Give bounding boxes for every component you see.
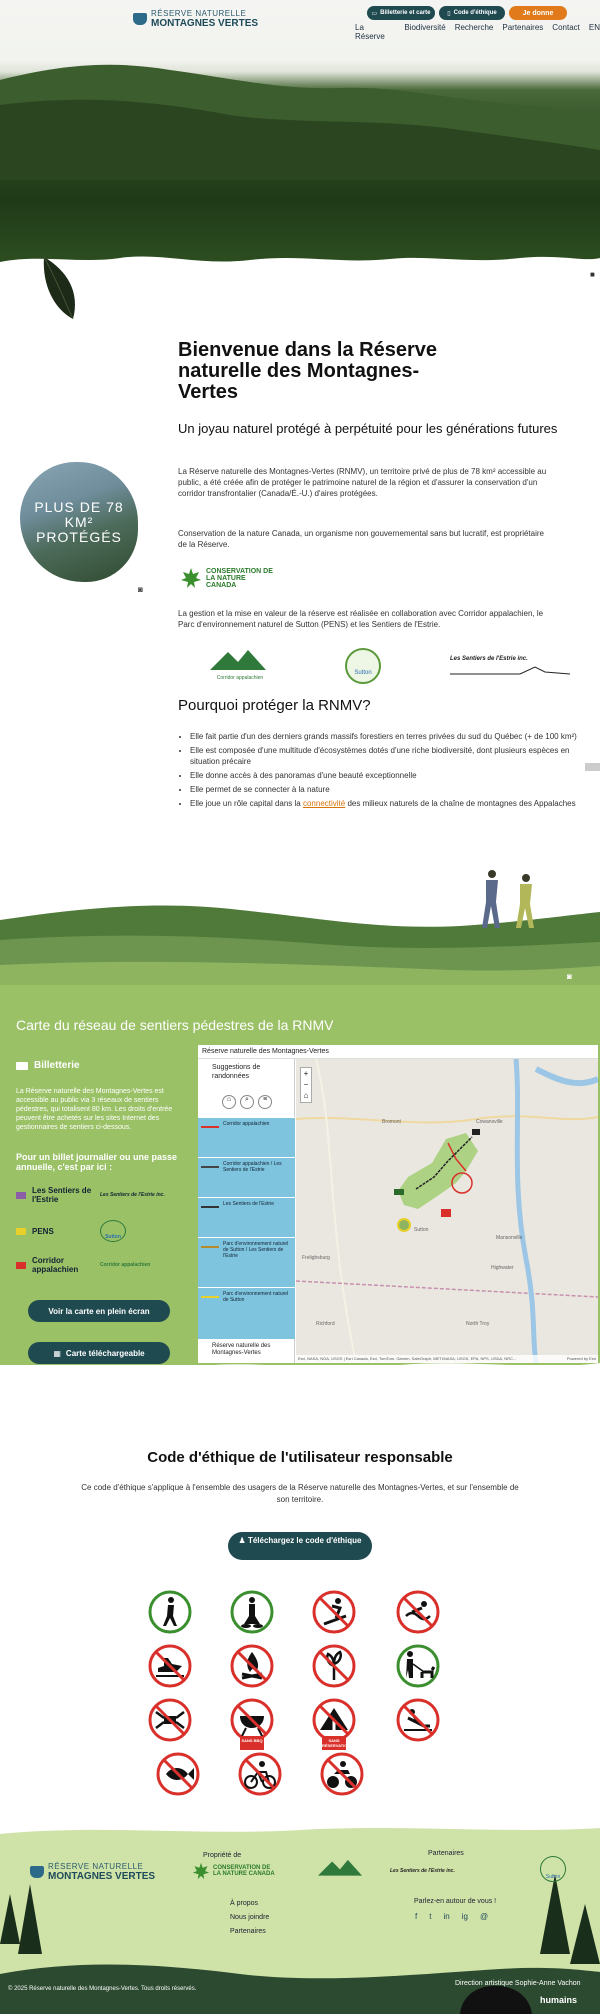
nav-recherche[interactable]: Recherche (454, 23, 494, 32)
billetterie-paragraph: La Réserve naturelle des Montagnes-Vertes est accessible au public via 3 réseaux de sentiers pédestres, qui totalisent 80 km. Les droits d'entrée peuvent être achetés sur les sites Internet des gestionnaires de sentiers ci-dessous. (16, 1088, 173, 1131)
why-list (190, 731, 590, 812)
maple-leaf-icon (192, 1862, 210, 1880)
footer-link-partners[interactable]: Partenaires (230, 1928, 266, 1935)
management-paragraph: La gestion et la mise en valeur de la réserve est réalisée en collaboration avec Corridor appalachien, le Parc d'environnement naturel de Sutton (PENS) et les Sentiers de l'Estrie. (178, 609, 544, 629)
corridor-appalachien-logo[interactable]: Corridor appalachien (210, 648, 270, 682)
nav-lang[interactable]: EN (588, 23, 600, 32)
no-skiing-icon (310, 1588, 358, 1636)
cycling-icon (236, 1750, 284, 1798)
list-item: • Elle joue un rôle capital dans la connectivité des milieux naturels de la chaîne de montagnes des Appalaches (190, 798, 590, 809)
document-icon: ▯ (447, 10, 451, 17)
search-icon[interactable]: ⌕ (240, 1095, 254, 1109)
camera-icon[interactable]: ◙ (567, 972, 572, 981)
no-fishing-hunting-icon (154, 1750, 202, 1798)
main-nav (355, 23, 600, 41)
place-label: Frelighsburg (302, 1255, 330, 1261)
corridor-appalachien-logo: Corridor appalachien (100, 1262, 151, 1268)
place-label: Sutton (414, 1227, 429, 1233)
donate-button[interactable]: Je donne (509, 6, 567, 20)
footer-cnc-logo[interactable]: CONSERVATION DE LA NATURE CANADA (192, 1862, 277, 1880)
footer-link-contact[interactable]: Nous joindre (230, 1914, 270, 1921)
place-label: Richford (316, 1321, 335, 1327)
trails-title: Carte du réseau de sentiers pédestres de la RNMV (16, 1017, 334, 1033)
map-layer-item[interactable]: Corridor appalachien (198, 1117, 295, 1157)
facebook-icon[interactable]: f (415, 1912, 418, 1921)
mountain-logo-icon (30, 1866, 44, 1878)
footer-logo[interactable]: RÉSERVE NATURELLE MONTAGNES VERTES (30, 1862, 155, 1882)
place-label: Mansonville (496, 1235, 523, 1241)
nav-partenaires[interactable]: Partenaires (502, 23, 544, 32)
video-camera-icon[interactable]: ■ (590, 270, 595, 279)
connectivite-link[interactable]: connectivité (302, 799, 346, 808)
no-atv-icon (318, 1750, 366, 1798)
linkedin-icon[interactable]: in (443, 1912, 450, 1921)
no-bbq-label: SANS BBQ (240, 1736, 264, 1750)
map-layer-panel (198, 1059, 295, 1363)
owner-label: Propriété de (203, 1852, 242, 1859)
nav-biodiversite[interactable]: Biodiversité (404, 23, 446, 32)
twitter-icon[interactable]: t (429, 1912, 432, 1921)
map-title: Réserve naturelle des Montagnes-Vertes (198, 1045, 598, 1059)
mountain-logo-icon (133, 13, 147, 25)
side-tab[interactable] (585, 763, 600, 771)
code-title: Code d'éthique de l'utilisateur responsable (147, 1449, 453, 1466)
billetterie-button[interactable]: ▭ Billetterie et carte (367, 6, 435, 20)
no-snowmobile-icon (146, 1642, 194, 1690)
copyright: © 2025 Réserve naturelle des Montagnes-Vertes. Tous droits réservés. (8, 1986, 197, 1992)
footer-corridor-logo[interactable] (318, 1858, 362, 1876)
protected-area-badge: PLUS DE 78 KM² PROTÉGÉS (20, 462, 138, 582)
leaf-icon (40, 255, 80, 323)
torn-paper-edge (0, 252, 600, 332)
page-title: Bienvenue dans la Réserve naturelle des Montagnes-Vertes (178, 339, 438, 403)
legend-swatch (16, 1192, 26, 1199)
legend-swatch (16, 1262, 26, 1269)
legend-pens[interactable]: PENS Sutton (16, 1220, 186, 1242)
map-canvas[interactable] (296, 1059, 598, 1363)
list-item: • Elle fait partie d'un des derniers grands massifs forestiers en terres privées du sud du Québec (+ de 100 km²) (190, 731, 590, 742)
site-logo[interactable] (133, 8, 263, 30)
mountain-ridge (0, 60, 600, 180)
ticket-icon (16, 1062, 28, 1070)
billetterie-heading: Billetterie (16, 1060, 80, 1071)
home-icon[interactable]: ⌂ (222, 1095, 236, 1109)
logo-line1: RÉSERVE NATURELLE (151, 8, 247, 18)
place-label: Bromont (382, 1119, 401, 1125)
map-icon: ▦ (53, 1348, 61, 1358)
download-code-button[interactable]: ♟ Téléchargez le code d'éthique (228, 1532, 372, 1560)
place-label: North Troy (466, 1321, 490, 1327)
map-side-header: Suggestions de randonnées (212, 1064, 261, 1080)
list-item: • Elle est composée d'une multitude d'écosystèmes dotés d'une riche biodiversité, dont plusieurs espèces en situation précaire (190, 745, 590, 767)
page-subtitle: Un joyau naturel protégé à perpétuité pour les générations futures (178, 421, 558, 436)
sutton-logo[interactable]: Sutton (345, 648, 381, 684)
maple-leaf-icon (180, 567, 202, 589)
no-fire-icon (228, 1642, 276, 1690)
list-item: • Elle permet de se connecter à la nature (190, 784, 590, 795)
code-paragraph: Ce code d'éthique s'applique à l'ensemble des usagers de la Réserve naturelle des Montagnes-Vertes, et sur l'ensemble de son territoire. (81, 1483, 519, 1504)
instagram-icon[interactable]: ig (461, 1912, 468, 1921)
no-picking-plants-icon (310, 1642, 358, 1690)
torn-paper-edge (0, 1355, 600, 1400)
intro-paragraph: La Réserve naturelle des Montagnes-Vertes (RNMV), un territoire privé de plus de 78 km² accessible au public, a été créée afin de protéger le patrimoine naturel de la région et d'assurer la conservation d'un corridor transfrontalier (Canada/É.-U.) d'aires protégées. (178, 467, 547, 498)
why-title: Pourquoi protéger la RNMV? (178, 697, 371, 714)
layers-icon[interactable]: ≡ (258, 1095, 272, 1109)
partners-label: Partenaires (428, 1850, 464, 1857)
no-reservation-label: SANS RÉSERVATION (322, 1738, 351, 1748)
no-sliding-icon (394, 1696, 442, 1744)
code-ethique-button[interactable]: ▯ Code d'éthique (439, 6, 505, 20)
dogs-on-leash-icon (394, 1642, 442, 1690)
map-layer-item[interactable]: Corridor appalachien / Les Sentiers de l'Estrie (198, 1157, 295, 1197)
no-swimming-icon (394, 1588, 442, 1636)
map-footer-layer: Réserve naturelle des Montagnes-Vertes (212, 1343, 271, 1356)
zoom-in-icon[interactable]: + (303, 1069, 309, 1078)
art-direction-credit[interactable]: Direction artistique Sophie-Anne Vachon (455, 1980, 581, 1987)
fullscreen-map-button[interactable]: Voir la carte en plein écran (28, 1300, 170, 1322)
map-layer-item[interactable]: Parc d'environnement naturel de Sutton (198, 1287, 295, 1339)
hiking-allowed-icon (146, 1588, 194, 1636)
owner-paragraph: Conservation de la nature Canada, un organisme non gouvernemental sans but lucratif, est propriétaire de la Réserve. (178, 529, 544, 549)
footer-sentiers-logo[interactable]: Les Sentiers de l'Estrie inc. (390, 1868, 455, 1874)
ticket-icon: ▭ (371, 10, 378, 17)
download-map-button[interactable]: ▦ Carte téléchargeable (28, 1342, 170, 1364)
legend-swatch (16, 1228, 26, 1235)
home-icon[interactable]: ⌂ (303, 1091, 309, 1100)
map-attribution: Esri, NASA, NGA, USGS | Esri Canada, Esri, TomTom, Garmin, SafeGraph, METI/NASA, USGS, EPA, NPS, USDA, NRC... Powered by Esri (298, 1356, 596, 1361)
sutton-logo: Sutton (100, 1220, 126, 1242)
nav-contact[interactable]: Contact (552, 23, 580, 32)
footer-sutton-logo[interactable]: Sutton (540, 1856, 566, 1882)
social-question: Parlez-en autour de vous ! (414, 1898, 497, 1905)
no-camping-icon (310, 1696, 358, 1748)
legend-corridor[interactable]: Corridor appalachien Corridor appalachien (16, 1256, 186, 1274)
zoom-out-icon[interactable]: − (303, 1080, 309, 1089)
legend-sentiers-estrie[interactable]: Les Sentiers de l'Estrie Les Sentiers de l'Estrie inc. (16, 1186, 186, 1204)
footer-link-about[interactable]: À propos (230, 1900, 259, 1907)
map-layer-item[interactable]: Les Sentiers de l'Estrie (198, 1197, 295, 1237)
list-item: • Elle donne accès à des panoramas d'une beauté exceptionnelle (190, 770, 590, 781)
hiker-icon: ♟ (238, 1536, 246, 1545)
snowshoe-allowed-icon (228, 1588, 276, 1636)
place-label: Cowansville (476, 1119, 503, 1125)
no-bbq-icon (228, 1696, 276, 1744)
zoom-controls[interactable] (300, 1067, 312, 1103)
camera-icon[interactable]: ◙ (138, 585, 143, 594)
map-layer-item[interactable]: Parc d'environnement naturel de Sutton / Les Sentiers de l'Estrie (198, 1237, 295, 1287)
logo-line2: MONTAGNES VERTES (151, 17, 259, 29)
email-icon[interactable]: @ (479, 1912, 489, 1921)
trail-map[interactable] (198, 1045, 598, 1363)
hikers-illustration (470, 868, 550, 930)
sentiers-estrie-logo[interactable]: Les Sentiers de l'Estrie inc. (450, 656, 570, 678)
cnc-logo[interactable]: CONSERVATION DE LA NATURE CANADA (180, 567, 276, 589)
ticket-question: Pour un billet journalier ou une passe annuelle, c'est par ici : (16, 1152, 178, 1172)
nav-reserve[interactable]: La Réserve (355, 23, 385, 41)
place-label: Highwater (491, 1265, 514, 1271)
sentiers-estrie-logo: Les Sentiers de l'Estrie inc. (100, 1192, 165, 1198)
humains-logo[interactable]: humains (540, 1995, 578, 2005)
social-links (415, 1912, 488, 1921)
no-drone-icon (146, 1696, 194, 1744)
